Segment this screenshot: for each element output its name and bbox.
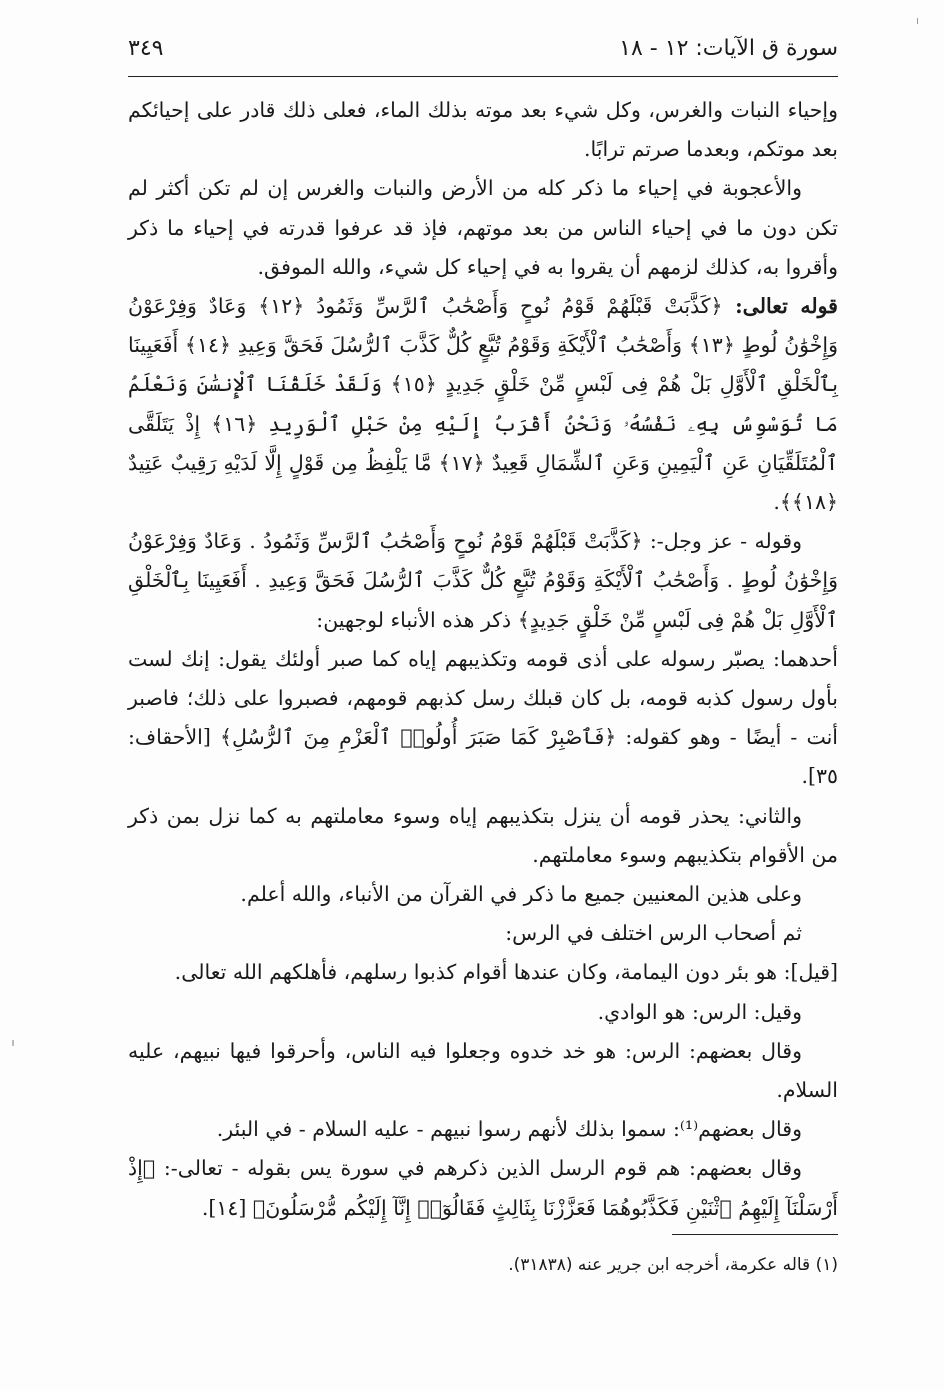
margin-mark xyxy=(917,18,918,24)
page xyxy=(128,34,838,1354)
running-title: سورة ق الآيات: ١٢ - ١٨ xyxy=(619,36,838,61)
header-divider xyxy=(128,76,838,77)
scan-speck xyxy=(12,1040,14,1046)
page-number: ٣٤٩ xyxy=(128,36,164,61)
paragraph: وقال بعضهم: الرس: هو خد خدوه وجعلوا فيه الناس، وأحرقوا فيها نبيهم، عليه السلام. xyxy=(128,1038,838,1103)
paragraph: وقال بعضهم⁽¹⁾: سموا بذلك لأنهم رسوا نبيهم - عليه السلام - في البئر. xyxy=(216,1117,802,1142)
paragraph: [قيل]: هو بئر دون اليمامة، وكان عندها أقوام كذبوا رسلهم، فأهلكهم الله تعالى. xyxy=(174,960,838,985)
quran-verses: ﴿كَذَّبَتْ قَبْلَهُمْ قَوْمُ نُوحٍ وَأَصْحَٰبُ ٱلرَّسِّ وَثَمُودُ ﴿١٢﴾ وَعَادٌ وَفِرْعَوْنُ وَإِخْوَٰنُ لُوطٍ ﴿١٣﴾ وَأَصْحَٰبُ ٱلْأَيْكَةِ وَقَوْمُ تُبَّعٍ كُلٌّ كَذَّبَ ٱلرُّسُلَ فَحَقَّ وَعِيدِ ﴿١٤﴾ أَفَعَيِينَا بِٱلْخَلْقِ ٱلْأَوَّلِ بَلْ هُمْ فِى لَبْسٍ مِّنْ خَلْقٍ جَدِيدٍ ﴿١٥﴾ وَلَقَدْ خَلَقْنَا ٱلْإِنسَٰنَ وَنَعْلَمُ مَا تُوَسْوِسُ بِهِۦ نَفْسُهُۥ وَنَحْنُ أَقْرَبُ إِلَيْهِ مِنْ حَبْلِ ٱلْوَرِيدِ ﴿١٦﴾ إِذْ يَتَلَقَّى ٱلْمُتَلَقِّيَانِ عَنِ ٱلْيَمِينِ وَعَنِ ٱلشِّمَالِ قَعِيدٌ ﴿١٧﴾ مَّا يَلْفِظُ مِن قَوْلٍ إِلَّا لَدَيْهِ رَقِيبٌ عَتِيدٌ ﴿١٨﴾﴾. xyxy=(128,294,839,515)
verse-lead: قوله تعالى: xyxy=(722,294,838,319)
paragraph: أحدهما: يصبّر رسوله على أذى قومه وتكذيبهم إياه كما صبر أولئك يقول: إنك لست بأول رسول كذبه قومه، بل كان قبلك رسل كذبهم قومهم، فصبروا على ذلك؛ فاصبر أنت - أيضًا - وهو كقوله: ﴿فَٱصْبِرْ كَمَا صَبَرَ أُولُوا۟ ٱلْعَزْمِ مِنَ ٱلرُّسُلِ﴾ [الأحقاف: ٣٥]. xyxy=(128,646,838,789)
paragraph: ثم أصحاب الرس اختلف في الرس: xyxy=(505,921,802,946)
paragraph: وقيل: الرس: هو الوادي. xyxy=(597,999,802,1024)
paragraph: والثاني: يحذر قومه أن ينزل بتكذيبهم إياه وسوء معاملتهم به كما نزل بمن ذكر من الأقوام بتكذيبهم وسوء معاملتهم. xyxy=(128,803,838,867)
paragraph: وعلى هذين المعنيين جميع ما ذكر في القرآن من الأنباء، والله أعلم. xyxy=(240,882,802,907)
footnote: (١) قاله عكرمة، أخرجه ابن جرير عنه (٣١٨٣٨). xyxy=(508,1255,838,1275)
paragraph: وقال بعضهم: هم قوم الرسل الذين ذكرهم في سورة يس بقوله - تعالى-: ﴿إِذْ أَرْسَلْنَآ إِلَيْهِمُ ٱثْنَيْنِ فَكَذَّبُوهُمَا فَعَزَّزْنَا بِثَالِثٍ فَقَالُوٓا۟ إِنَّآ إِلَيْكُم مُّرْسَلُونَ﴾ [١٤]. xyxy=(128,1156,838,1220)
paragraph: والأعجوبة في إحياء ما ذكر كله من الأرض والنبات والغرس إن لم تكن أكثر لم تكن دون ما في إحياء الناس من بعد موتهم، فإذ قد عرفوا قدرته في إحياء ما ذكر وأقروا به، كذلك لزمهم أن يقروا به في إحياء كل شيء، والله الموفق. xyxy=(128,176,838,279)
page-header xyxy=(128,34,838,68)
verse-paragraph xyxy=(128,287,838,522)
main-text xyxy=(128,91,838,1228)
footnote-divider xyxy=(672,1234,838,1235)
paragraph: وإحياء النبات والغرس، وكل شيء بعد موته بذلك الماء، فعلى ذلك قادر على إحيائكم بعد موتكم، وبعدما صرتم ترابًا. xyxy=(128,98,838,162)
paragraph: وقوله - عز وجل-: ﴿كَذَّبَتْ قَبْلَهُمْ قَوْمُ نُوحٍ وَأَصْحَٰبُ ٱلرَّسِّ وَثَمُودُ . وَعَادٌ وَفِرْعَوْنُ وَإِخْوَٰنُ لُوطٍ . وَأَصْحَٰبُ ٱلْأَيْكَةِ وَقَوْمُ تُبَّعٍ كُلٌّ كَذَّبَ ٱلرُّسُلَ فَحَقَّ وَعِيدِ . أَفَعَيِينَا بِٱلْخَلْقِ ٱلْأَوَّلِ بَلْ هُمْ فِى لَبْسٍ مِّنْ خَلْقٍ جَدِيدٍ﴾ ذكر هذه الأنباء لوجهين: xyxy=(128,529,838,632)
